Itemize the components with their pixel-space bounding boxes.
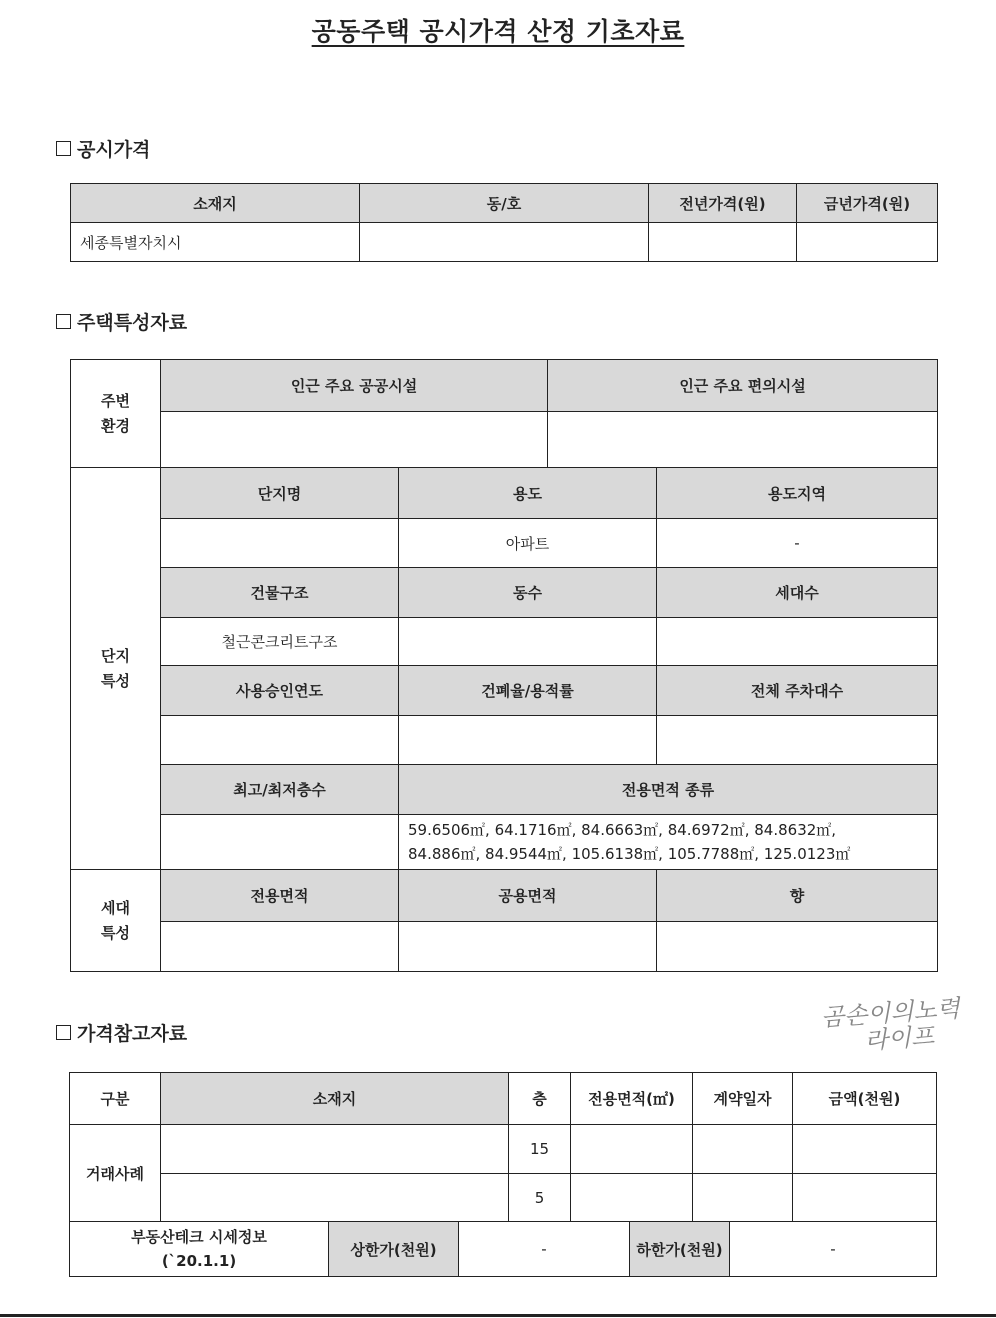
header-exclusive-area: 전용면적 bbox=[161, 870, 399, 922]
header-household-count: 세대수 bbox=[657, 568, 938, 618]
cell-deal-date bbox=[693, 1125, 793, 1174]
header-upper-price: 상한가(천원) bbox=[329, 1222, 459, 1277]
cell-complex-name bbox=[161, 519, 399, 568]
price-table bbox=[70, 183, 938, 262]
area-types-line-1: 59.6506㎡, 64.1716㎡, 84.6663㎡, 84.6972㎡, 84.8632㎡, bbox=[408, 821, 837, 839]
header-ref-location: 소재지 bbox=[161, 1073, 509, 1125]
cell-curr-price bbox=[797, 223, 938, 262]
cell-dong-ho bbox=[360, 223, 649, 262]
watermark-signature: 곰손이의노력 라이프 bbox=[820, 994, 961, 1055]
header-building-count: 동수 bbox=[399, 568, 657, 618]
cell-deal-floor: 5 bbox=[509, 1174, 571, 1222]
header-ref-exclusive-area: 전용면적(㎡) bbox=[571, 1073, 693, 1125]
cell-public-facilities bbox=[161, 412, 548, 468]
header-area-types: 전용면적 종류 bbox=[399, 765, 938, 815]
cell-deal-date bbox=[693, 1174, 793, 1222]
section-heading-price bbox=[56, 135, 150, 162]
cell-household-count bbox=[657, 618, 938, 666]
header-amount: 금액(천원) bbox=[793, 1073, 937, 1125]
cell-floor-range bbox=[161, 815, 399, 870]
cell-building-structure: 철근콘크리트구조 bbox=[161, 618, 399, 666]
cell-deal-location bbox=[161, 1125, 509, 1174]
page-title: 공동주택 공시가격 산정 기초자료 bbox=[311, 17, 685, 46]
checkbox-square-icon bbox=[56, 314, 71, 329]
header-public-facilities: 인근 주요 공공시설 bbox=[161, 360, 548, 412]
cell-common-area bbox=[399, 922, 657, 972]
header-complex-name: 단지명 bbox=[161, 468, 399, 519]
header-curr-price: 금년가격(원) bbox=[797, 184, 938, 223]
header-parking-count: 전체 주차대수 bbox=[657, 666, 938, 716]
side-label-household: 세대 특성 bbox=[71, 870, 161, 972]
cell-deal-amount bbox=[793, 1125, 937, 1174]
cell-deal-floor: 15 bbox=[509, 1125, 571, 1174]
cell-usage: 아파트 bbox=[399, 519, 657, 568]
side-label-environment: 주변 환경 bbox=[71, 360, 161, 468]
cell-convenience-facilities bbox=[548, 412, 938, 468]
area-types-line-2: 84.886㎡, 84.9544㎡, 105.6138㎡, 105.7788㎡, 125.0123㎡ bbox=[408, 845, 851, 863]
header-direction: 향 bbox=[657, 870, 938, 922]
section-label: 가격참고자료 bbox=[77, 1023, 188, 1045]
cell-upper-price: - bbox=[459, 1222, 630, 1277]
header-usage: 용도 bbox=[399, 468, 657, 519]
page-bottom-divider bbox=[0, 1314, 996, 1317]
cell-approval-year bbox=[161, 716, 399, 765]
cell-zoning: - bbox=[657, 519, 938, 568]
cell-coverage-ratio bbox=[399, 716, 657, 765]
checkbox-square-icon bbox=[56, 141, 71, 156]
cell-building-count bbox=[399, 618, 657, 666]
header-floor: 층 bbox=[509, 1073, 571, 1125]
section-heading-reference bbox=[56, 1019, 187, 1046]
cell-parking-count bbox=[657, 716, 938, 765]
features-table bbox=[70, 359, 938, 972]
cell-prev-price bbox=[649, 223, 797, 262]
cell-deal-location bbox=[161, 1174, 509, 1222]
reference-table bbox=[69, 1072, 937, 1277]
header-building-structure: 건물구조 bbox=[161, 568, 399, 618]
header-location: 소재지 bbox=[71, 184, 360, 223]
side-label-complex: 단지 특성 bbox=[71, 468, 161, 870]
header-category: 구분 bbox=[70, 1073, 161, 1125]
cell-deal-amount bbox=[793, 1174, 937, 1222]
header-convenience-facilities: 인근 주요 편의시설 bbox=[548, 360, 938, 412]
checkbox-square-icon bbox=[56, 1025, 71, 1040]
header-floor-range: 최고/최저층수 bbox=[161, 765, 399, 815]
header-dong-ho: 동/호 bbox=[360, 184, 649, 223]
cell-deal-case-label: 거래사례 bbox=[70, 1125, 161, 1222]
header-coverage-ratio: 건폐율/용적률 bbox=[399, 666, 657, 716]
header-contract-date: 계약일자 bbox=[693, 1073, 793, 1125]
cell-lower-price: - bbox=[730, 1222, 937, 1277]
cell-location: 세종특별자치시 bbox=[71, 223, 360, 262]
section-label: 주택특성자료 bbox=[77, 312, 188, 334]
cell-market-info-label: 부동산테크 시세정보 (`20.1.1) bbox=[70, 1222, 329, 1277]
header-common-area: 공용면적 bbox=[399, 870, 657, 922]
cell-deal-area bbox=[571, 1125, 693, 1174]
header-approval-year: 사용승인연도 bbox=[161, 666, 399, 716]
header-zoning: 용도지역 bbox=[657, 468, 938, 519]
cell-area-types bbox=[399, 815, 938, 870]
header-prev-price: 전년가격(원) bbox=[649, 184, 797, 223]
section-heading-features bbox=[56, 308, 187, 335]
header-lower-price: 하한가(천원) bbox=[630, 1222, 730, 1277]
cell-exclusive-area bbox=[161, 922, 399, 972]
cell-deal-area bbox=[571, 1174, 693, 1222]
section-label: 공시가격 bbox=[77, 139, 151, 161]
cell-direction bbox=[657, 922, 938, 972]
